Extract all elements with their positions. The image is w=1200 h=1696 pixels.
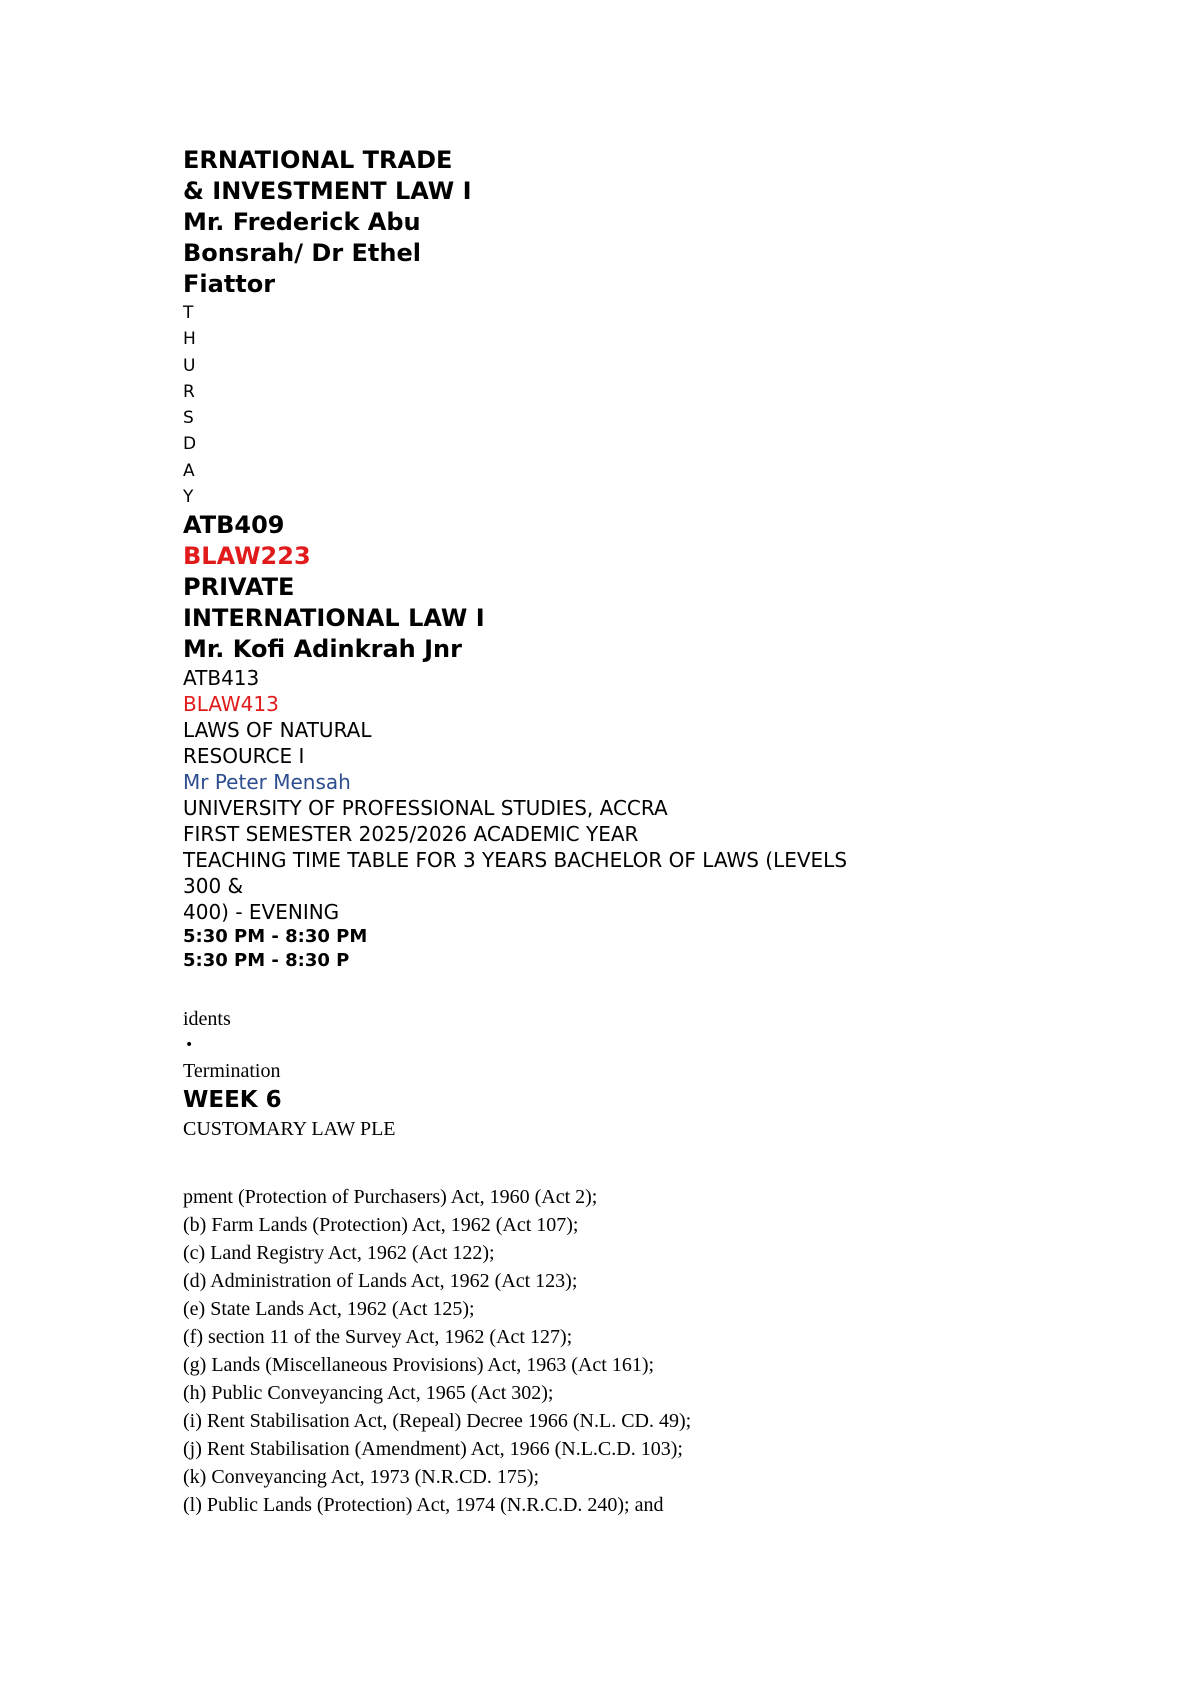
course3-title-line1: LAWS OF NATURAL (183, 718, 372, 743)
act-item: (b) Farm Lands (Protection) Act, 1962 (Act 107); (183, 1214, 579, 1237)
act-item: pment (Protection of Purchasers) Act, 1960 (Act 2); (183, 1186, 598, 1209)
week-heading: WEEK 6 (183, 1087, 282, 1114)
act-item: (k) Conveyancing Act, 1973 (N.R.CD. 175); (183, 1466, 540, 1489)
course1-lecturer-line3: Fiattor (183, 270, 276, 298)
timetable-title-line2: 300 & (183, 874, 244, 899)
act-item: (g) Lands (Miscellaneous Provisions) Act, 1963 (Act 161); (183, 1354, 655, 1377)
acts-list (183, 1183, 1083, 1519)
day-letter: R (183, 381, 195, 402)
course3-title-line2: RESOURCE I (183, 744, 305, 769)
university-name: UNIVERSITY OF PROFESSIONAL STUDIES, ACCRA (183, 796, 668, 821)
day-letter: S (183, 408, 194, 429)
semester-label: FIRST SEMESTER 2025/2026 ACADEMIC YEAR (183, 822, 639, 847)
course2-title-line2: INTERNATIONAL LAW I (183, 604, 485, 633)
course2-code: BLAW223 (183, 542, 311, 571)
time-slot-1: 5:30 PM - 8:30 PM (183, 926, 368, 948)
act-item: (l) Public Lands (Protection) Act, 1974 (N.R.C.D. 240); and (183, 1494, 664, 1517)
course3-lecturer: Mr Peter Mensah (183, 770, 351, 795)
day-letter: D (183, 434, 197, 455)
act-item: (j) Rent Stabilisation (Amendment) Act, 1966 (N.L.C.D. 103); (183, 1438, 683, 1461)
spacer (183, 973, 1083, 1005)
act-item: (i) Rent Stabilisation Act, (Repeal) Decree 1966 (N.L. CD. 49); (183, 1410, 692, 1433)
course1-lecturer-line1: Mr. Frederick Abu (183, 208, 421, 236)
bullet-glyph: • (185, 1037, 194, 1054)
day-letter: U (183, 355, 196, 376)
termination-label: Termination (183, 1060, 281, 1083)
course1-title-line2: & INVESTMENT LAW I (183, 177, 472, 205)
spacer (183, 1143, 1083, 1183)
course2-lecturer: Mr. Kofi Adinkrah Jnr (183, 635, 462, 664)
act-item: (c) Land Registry Act, 1962 (Act 122); (183, 1242, 495, 1265)
day-letter: Y (183, 487, 194, 508)
day-letter: A (183, 460, 195, 481)
course1-lecturer-line2: Bonsrah/ Dr Ethel (183, 239, 421, 267)
day-letter: T (183, 303, 194, 323)
timetable-title-line1: TEACHING TIME TABLE FOR 3 YEARS BACHELOR OF LAWS (LEVELS (183, 848, 848, 873)
course3-room: ATB413 (183, 666, 260, 691)
course1-title-line1: ERNATIONAL TRADE (183, 146, 453, 174)
text-fragment: idents (183, 1008, 231, 1031)
document-page (183, 145, 1083, 1519)
act-item: (d) Administration of Lands Act, 1962 (Act 123); (183, 1270, 578, 1293)
timetable-title-line3: 400) - EVENING (183, 900, 340, 925)
course2-room: ATB409 (183, 511, 285, 540)
act-item: (f) section 11 of the Survey Act, 1962 (Act 127); (183, 1326, 573, 1349)
course2-title-line1: PRIVATE (183, 573, 295, 602)
act-item: (e) State Lands Act, 1962 (Act 125); (183, 1298, 475, 1321)
customary-law-label: CUSTOMARY LAW PLE (183, 1118, 396, 1141)
act-item: (h) Public Conveyancing Act, 1965 (Act 302); (183, 1382, 554, 1405)
course3-code: BLAW413 (183, 692, 279, 717)
day-vertical-label (183, 300, 1083, 510)
time-slot-2: 5:30 PM - 8:30 P (183, 950, 350, 972)
day-letter: H (183, 329, 196, 350)
